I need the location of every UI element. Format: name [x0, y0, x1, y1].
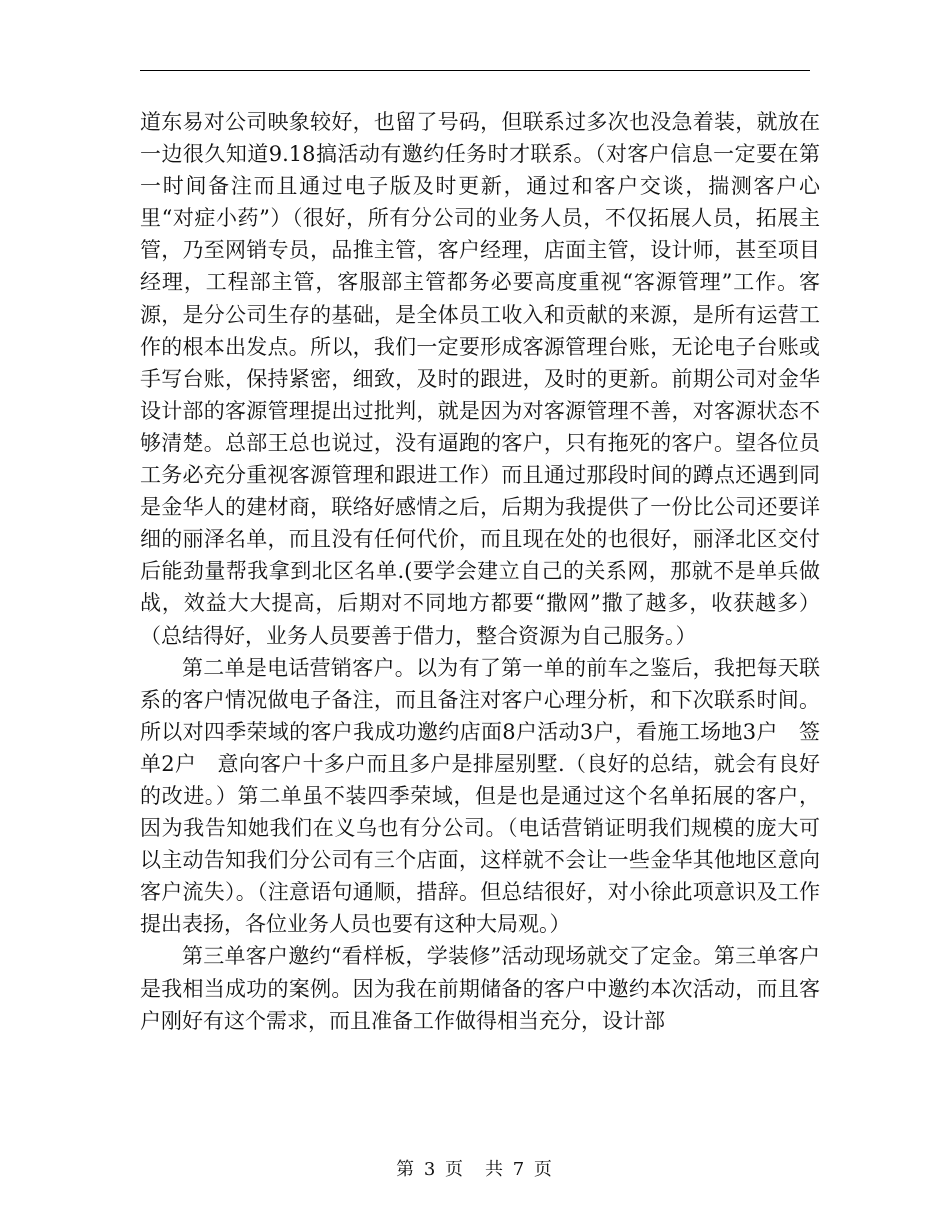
paragraph-3: 第三单客户邀约“看样板，学装修”活动现场就交了定金。第三单客户是我相当成功的案例。因为我在前期储备的客户中邀约本次活动，而且客户刚好有这个需求，而且准备工作做得相当充分，设计部 [140, 944, 820, 1033]
footer-total-pages: 7 [512, 1159, 527, 1180]
paragraph-1: 道东易对公司映象较好，也留了号码，但联系过多次也没急着装，就放在一边很久知道9.18搞活动有邀约任务时才联系。（对客户信息一定要在第一时间备注而且通过电子版及时更新，通过和客户交谈，揣测客户心里“对症小药”）（很好，所有分公司的业务人员，不仅拓展人员，拓展主管，乃至网销专员，品推主管，客户经理，店面主管，设计师，甚至项目经理，工程部主管，客服部主管都务必要高度重视“客源管理”工作。客源，是分公司生存的基础，是全体员工收入和贡献的来源，是所有运营工作的根本出发点。所以，我们一定要形成客源管理台账，无论电子台账或手写台账，保持紧密，细致，及时的跟进，及时的更新。前期公司对金华设计部的客源管理提出过批判，就是因为对客源管理不善，对客源状态不够清楚。总部王总也说过，没有逼跑的客户，只有拖死的客户。望各位员工务必充分重视客源管理和跟进工作）而且通过那段时间的蹲点还遇到同是金华人的建材商，联络好感情之后，后期为我提供了一份比公司还要详细的丽泽名单，而且没有任何代价，而且现在处的也很好，丽泽北区交付后能劲量帮我拿到北区名单.(要学会建立自己的关系网，那就不是单兵做战，效益大大提高，后期对不同地方都要“撒网”撒了越多，收获越多）（总结得好，业务人员要善于借力，整合资源为自己服务。） [140, 110, 820, 648]
paragraph-2: 第二单是电话营销客户。以为有了第一单的前车之鉴后，我把每天联系的客户情况做电子备注，而且备注对客户心理分析，和下次联系时间。所以对四季荣域的客户我成功邀约店面8户活动3户，看施工场地3户 签单2户 意向客户十多户而且多户是排屋别墅.（良好的总结，就会有良好的改进。）第二单虽不装四季荣域，但是也是通过这个名单拓展的客户，因为我告知她我们在义乌也有分公司。（电话营销证明我们规模的庞大可以主动告知我们分公司有三个店面，这样就不会让一些金华其他地区意向客户流失）。（注意语句通顺，措辞。但总结很好，对小徐此项意识及工作提出表扬，各位业务人员也要有这种大局观。） [140, 655, 820, 937]
footer-current-page: 3 [423, 1159, 438, 1180]
page-footer [0, 1155, 950, 1181]
footer-prefix: 第 [396, 1159, 417, 1180]
header-rule [140, 70, 810, 71]
document-body [140, 106, 820, 1037]
footer-mid: 页 共 [445, 1159, 505, 1180]
footer-suffix: 页 [533, 1159, 554, 1180]
